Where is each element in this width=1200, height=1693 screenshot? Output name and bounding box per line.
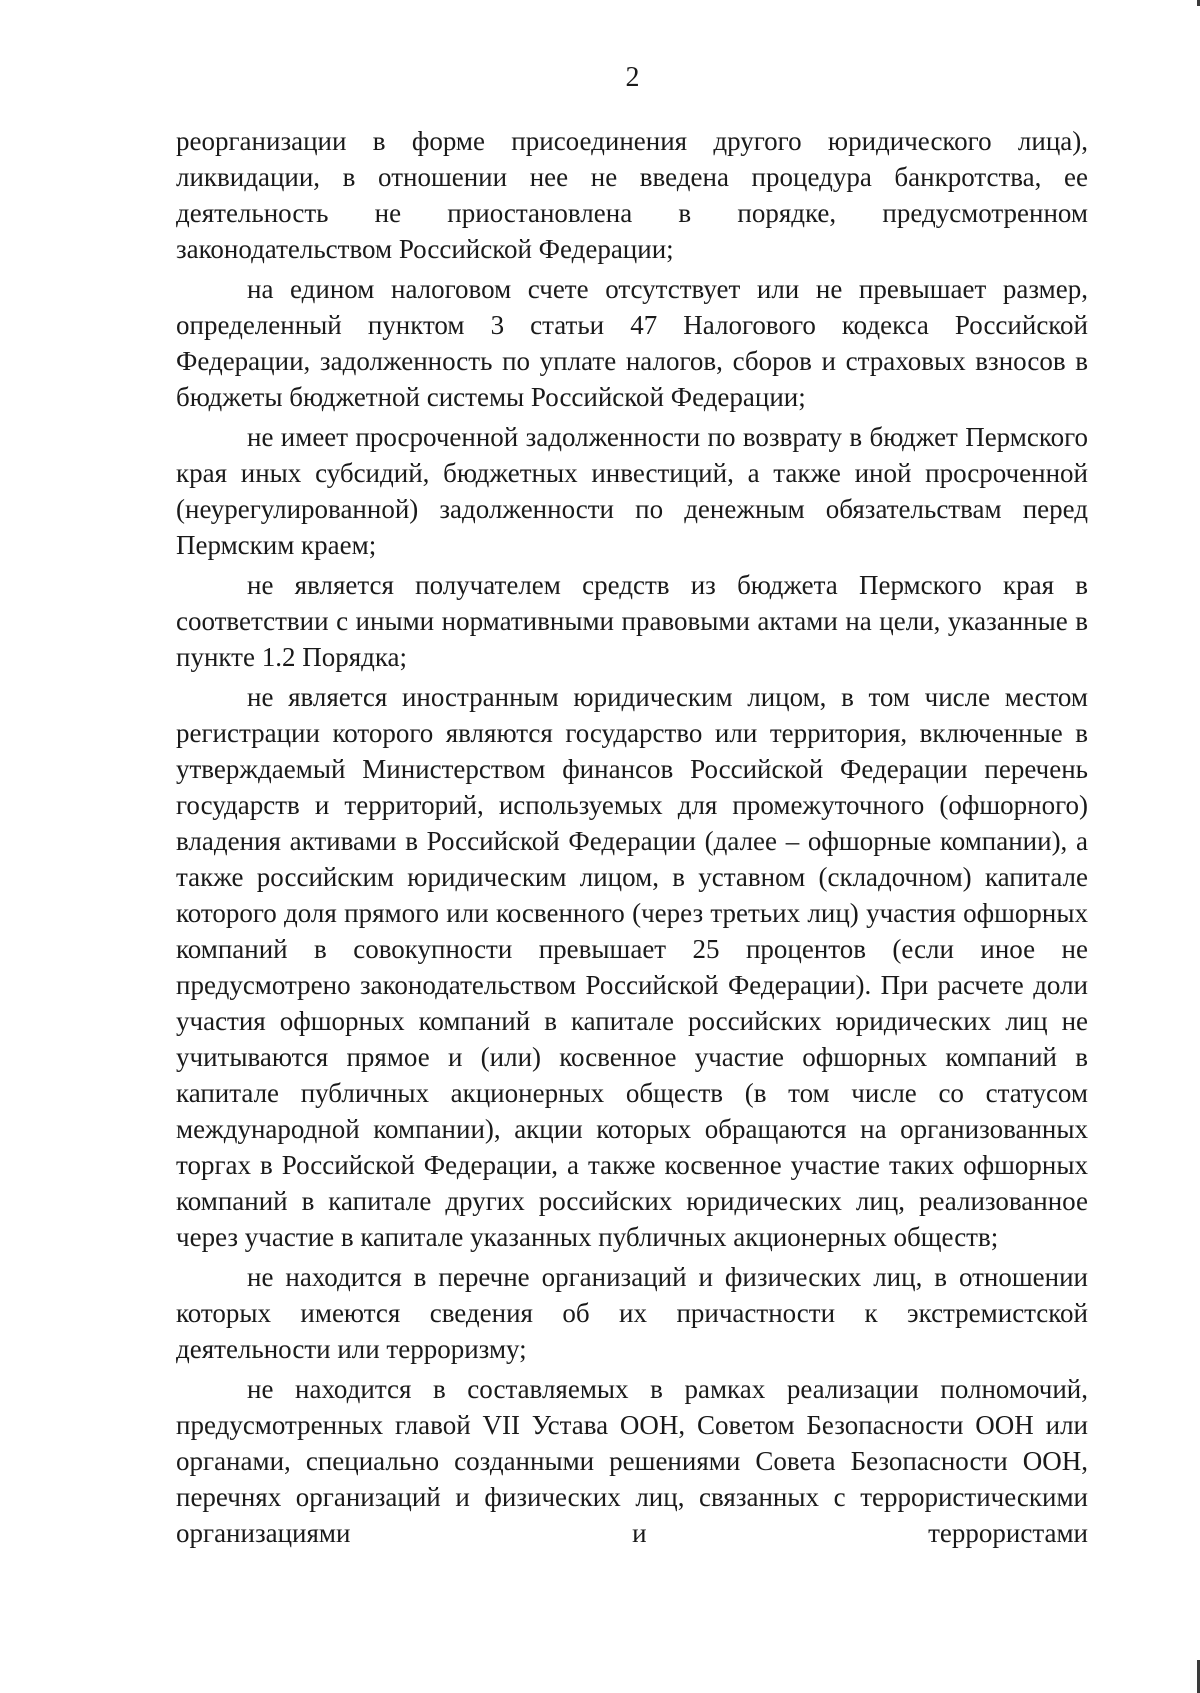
paragraph-overdue-debt: не имеет просроченной задолженности по возврату в бюджет Пермского края иных субсидий, бюджетных инвестиций, а также иной просроченной (неурегулированной) задолженности по денежным обязательствам перед Пермским краем; <box>176 422 1088 560</box>
page-number: 2 <box>625 62 640 93</box>
paragraph-un-lists: не находится в составляемых в рамках реализации полномочий, предусмотренных главой VII Устава ООН, Советом Безопасности ООН или органами, специально созданными решениями Совета Безопасности ООН, перечнях организаций и физических лиц, связанных с террористическими организациями и террористами <box>176 1374 1088 1548</box>
paragraph-continuation: реорганизации в форме присоединения другого юридического лица), ликвидации, в отношении нее не введена процедура банкротства, ее деятельность не приостановлена в порядке, предусмотренном законодательством Российской Федерации; <box>176 126 1088 264</box>
paragraph-budget-recipient: не является получателем средств из бюджета Пермского края в соответствии с иными нормативными правовыми актами на цели, указанные в пункте 1.2 Порядка; <box>176 570 1088 672</box>
document-body <box>176 123 1088 1555</box>
paragraph-tax-account: на едином налоговом счете отсутствует или не превышает размер, определенный пунктом 3 статьи 47 Налогового кодекса Российской Федерации, задолженность по уплате налогов, сборов и страховых взносов в бюджеты бюджетной системы Российской Федерации; <box>176 274 1088 412</box>
paragraph-extremism-list: не находится в перечне организаций и физических лиц, в отношении которых имеются сведения об их причастности к экстремистской деятельности или терроризму; <box>176 1262 1088 1364</box>
paragraph-offshore: не является иностранным юридическим лицом, в том числе местом регистрации которого являются государство или территория, включенные в утверждаемый Министерством финансов Российской Федерации перечень государств и территорий, используемых для промежуточного (офшорного) владения активами в Российской Федерации (далее – офшорные компании), а также российским юридическим лицом, в уставном (складочном) капитале которого доля прямого или косвенного (через третьих лиц) участия офшорных компаний в совокупности превышает 25 процентов (если иное не предусмотрено законодательством Российской Федерации). При расчете доли участия офшорных компаний в капитале российских юридических лиц не учитываются прямое и (или) косвенное участие офшорных компаний в капитале публичных акционерных обществ (в том числе со статусом международной компании), акции которых обращаются на организованных торгах в Российской Федерации, а также косвенное участие таких офшорных компаний в капитале других российских юридических лиц, реализованное через участие в капитале указанных публичных акционерных обществ; <box>176 682 1088 1252</box>
